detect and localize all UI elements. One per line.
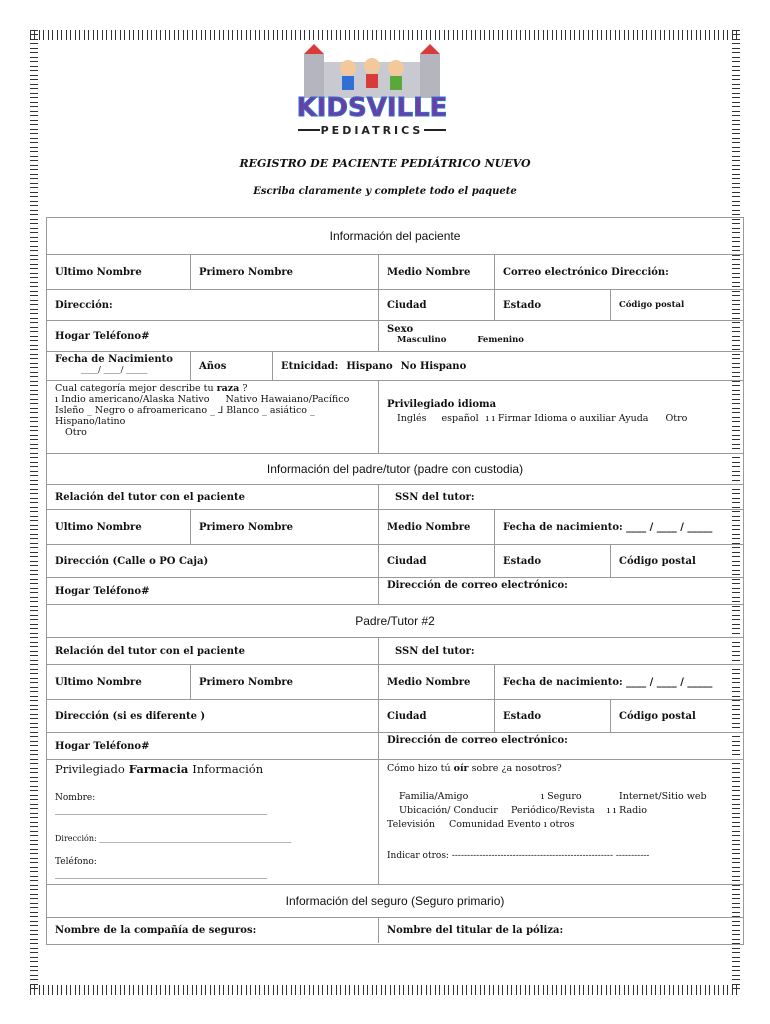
language-option-english[interactable]: Inglés	[397, 413, 427, 424]
guardian2-relation-field[interactable]	[47, 638, 379, 664]
guardian2-address-field[interactable]	[47, 700, 379, 732]
patient-dob-field[interactable]	[47, 352, 191, 380]
language-option-sign[interactable]: Firmar Idioma o auxiliar Ayuda	[497, 413, 649, 424]
dob-blank: ____/ ____/ _____	[81, 365, 148, 375]
referral-option-newspaper[interactable]: Periódico/Revista	[511, 805, 595, 816]
label: Código postal	[619, 300, 685, 310]
label: Relación del tutor con el paciente	[55, 491, 245, 503]
guardian2-first-name-field[interactable]	[191, 665, 379, 699]
insurance-row	[47, 918, 743, 943]
section-patient-heading: Información del paciente	[47, 218, 743, 255]
label: Hogar Teléfono#	[55, 330, 150, 342]
guardian1-dob-field[interactable]	[495, 510, 743, 544]
patient-address-field[interactable]	[47, 290, 379, 320]
pharmacy-title	[55, 763, 263, 776]
referral-option-family[interactable]: Familia/Amigo	[399, 791, 469, 802]
label: Hogar Teléfono#	[55, 740, 150, 752]
guardian2-last-name-field[interactable]	[47, 665, 191, 699]
patient-dob-row	[47, 352, 743, 381]
guardian1-middle-name-field[interactable]	[379, 510, 495, 544]
insurance-holder-field[interactable]	[379, 918, 743, 943]
label: Primero Nombre	[199, 266, 293, 278]
label: Dirección (si es diferente )	[55, 710, 206, 722]
referral-question	[387, 762, 562, 775]
referral-other-input[interactable]: Indicar otros: ----------------------------------------------------- -----------	[387, 851, 650, 861]
pharmacy-block	[47, 760, 379, 884]
label: Dirección:	[55, 299, 113, 311]
race-question-mark: ?	[242, 383, 248, 394]
pharmacy-name-label: Nombre:	[55, 793, 96, 803]
race-option-black[interactable]: Isleño _ Negro o afroamericano _	[55, 405, 215, 416]
patient-last-name-field[interactable]	[47, 255, 191, 289]
label: Ultimo Nombre	[55, 521, 142, 533]
label: Radio	[619, 805, 647, 816]
guardian1-address-row	[47, 545, 743, 578]
ethnicity-option-non-hispanic[interactable]: No Hispano	[400, 360, 467, 372]
kidsville-logo	[282, 44, 462, 136]
patient-age-field[interactable]	[191, 352, 273, 380]
guardian1-zip-field[interactable]	[611, 545, 743, 577]
referral-option-insurance[interactable]: ı Seguro	[541, 791, 582, 802]
label: Correo electrónico Dirección:	[503, 266, 669, 278]
label: Hogar Teléfono#	[55, 585, 150, 597]
ethnicity-option-hispanic[interactable]: Hispano	[346, 360, 393, 372]
race-keyword: raza	[216, 383, 240, 394]
patient-zip-field[interactable]	[611, 290, 743, 320]
guardian1-relation-row	[47, 485, 743, 510]
sex-label: Sexo	[387, 324, 414, 335]
label: Dirección de correo electrónico:	[387, 735, 568, 746]
referral-q-a: Cómo hizo tú	[387, 763, 451, 774]
label: Medio Nombre	[387, 266, 471, 278]
referral-option-radio[interactable]: ı ı Radio	[607, 805, 647, 816]
section-guardian2-heading: Padre/Tutor #2	[47, 605, 743, 638]
patient-race-field: Cual categoría mejor describe tu raza ? ı Indio americano/Alaska Nativo Nativo Hawaiano/Pacífico Isleño _ Negro o afroamericano _ ⅃ Blanco _ asiático _ Hispano/latino Otro	[47, 381, 379, 453]
label: Medio Nombre	[387, 521, 471, 533]
label: Dirección de correo electrónico:	[387, 580, 568, 591]
patient-middle-name-field[interactable]	[379, 255, 495, 289]
form-subtitle: Escriba claramente y complete todo el paquete	[253, 186, 517, 197]
pharmacy-phone-label: Teléfono:	[55, 857, 97, 867]
referral-option-community[interactable]: Comunidad Evento ı otros	[449, 819, 575, 830]
patient-sex-field	[379, 321, 743, 351]
label: Medio Nombre	[387, 676, 471, 688]
patient-city-field[interactable]	[379, 290, 495, 320]
guardian1-home-phone-field[interactable]	[47, 578, 379, 604]
guardian2-zip-field[interactable]	[611, 700, 743, 732]
dob-label: Fecha de Nacimiento	[55, 354, 173, 365]
race-option-other[interactable]: Otro	[65, 427, 87, 438]
guardian2-dob-field[interactable]	[495, 665, 743, 699]
guardian2-ssn-field[interactable]	[379, 638, 743, 664]
patient-first-name-field[interactable]	[191, 255, 379, 289]
label: Dirección (Calle o PO Caja)	[55, 555, 209, 567]
referral-option-others[interactable]: otros	[549, 819, 575, 830]
label: Nombre del titular de la póliza:	[387, 925, 564, 936]
referral-option-location[interactable]: Ubicación/ Conducir	[399, 805, 498, 816]
pharmacy-title-a: Privilegiado	[55, 762, 125, 776]
guardian1-last-name-field[interactable]	[47, 510, 191, 544]
language-option-spanish[interactable]: español	[441, 413, 479, 424]
guardian2-email-field[interactable]	[379, 733, 743, 759]
patient-language-field: Privilegiado idioma Inglés español ı ı Firmar Idioma o auxiliar Ayuda Otro	[379, 381, 743, 453]
insurance-company-field[interactable]	[47, 918, 379, 943]
guardian2-home-phone-field[interactable]	[47, 733, 379, 759]
sex-option-male[interactable]: Masculino	[397, 335, 447, 345]
patient-email-field[interactable]	[495, 255, 743, 289]
label: Ciudad	[387, 710, 427, 722]
guardian1-state-field[interactable]	[495, 545, 611, 577]
patient-phone-row	[47, 321, 743, 352]
label: Relación del tutor con el paciente	[55, 645, 245, 657]
guardian2-relation-row	[47, 638, 743, 665]
guardian2-name-row	[47, 665, 743, 700]
guardian1-first-name-field[interactable]	[191, 510, 379, 544]
guardian2-city-field[interactable]	[379, 700, 495, 732]
patient-ethnicity-field	[273, 352, 743, 380]
guardian2-middle-name-field[interactable]	[379, 665, 495, 699]
decorative-border-bottom	[30, 985, 740, 995]
label: Ultimo Nombre	[55, 266, 142, 278]
guardian2-contact-row	[47, 733, 743, 760]
referral-option-internet[interactable]: Internet/Sitio web	[619, 791, 707, 802]
race-option-white[interactable]: Blanco	[226, 405, 260, 416]
label: Código postal	[619, 555, 696, 567]
race-option-hawaiian[interactable]: Nativo Hawaiano/Pacífico	[225, 394, 350, 405]
guardian1-city-field[interactable]	[379, 545, 495, 577]
race-option-hispanic[interactable]: Hispano/latino	[55, 416, 126, 427]
label: Primero Nombre	[199, 521, 293, 533]
patient-race-language-row	[47, 381, 743, 454]
label: Estado	[503, 555, 542, 567]
label: Estado	[503, 710, 542, 722]
ethnicity-label: Etnicidad:	[281, 360, 339, 372]
referral-option-tv[interactable]: Televisión	[387, 819, 436, 830]
language-title: Privilegiado idioma	[387, 399, 497, 410]
decorative-border-top	[30, 30, 740, 40]
guardian1-name-row	[47, 510, 743, 545]
patient-address-row	[47, 290, 743, 321]
guardian1-email-field[interactable]	[379, 578, 743, 604]
label: Años	[199, 360, 227, 372]
label: Nombre de la compañía de seguros:	[55, 925, 257, 936]
decorative-border-left	[30, 30, 38, 990]
race-option-native-american[interactable]: Indio americano/Alaska Nativo	[61, 394, 210, 405]
pharmacy-referral-row	[47, 760, 743, 885]
label: Ciudad	[387, 299, 427, 311]
patient-name-row	[47, 255, 743, 290]
pharmacy-title-b: Farmacia	[128, 762, 189, 776]
label: Ultimo Nombre	[55, 676, 142, 688]
language-option-other[interactable]: Otro	[665, 413, 688, 424]
section-insurance-heading: Información del seguro (Seguro primario)	[47, 885, 743, 918]
label: Estado	[503, 299, 542, 311]
race-question: Cual categoría mejor describe tu	[55, 383, 214, 394]
pharmacy-title-c: Información	[192, 762, 264, 776]
patient-home-phone-field[interactable]	[47, 321, 379, 351]
label: SSN del tutor:	[395, 491, 475, 503]
label: Fecha de nacimiento: ____ / ____ / _____	[503, 521, 713, 533]
label: Código postal	[619, 710, 696, 722]
pharmacy-address-input[interactable]: Dirección: ________________________________________________	[55, 834, 292, 843]
guardian1-address-field[interactable]	[47, 545, 379, 577]
registration-form	[46, 217, 744, 945]
guardian2-state-field[interactable]	[495, 700, 611, 732]
referral-q-c: sobre ¿a nosotros?	[471, 763, 562, 774]
race-option-asian[interactable]: asiático	[269, 405, 307, 416]
guardian1-ssn-field[interactable]	[379, 485, 743, 509]
logo-brand-text: KIDSVILLE	[296, 93, 448, 123]
label: Fecha de nacimiento: ____ / ____ / _____	[503, 676, 713, 688]
label: Comunidad Evento	[449, 819, 541, 830]
label: Seguro	[547, 791, 582, 802]
referral-q-b: oír	[453, 763, 469, 774]
label: Ciudad	[387, 555, 427, 567]
label: SSN del tutor:	[395, 645, 475, 657]
pharmacy-phone-input[interactable]: _____________________________________________________	[55, 870, 267, 879]
guardian1-relation-field[interactable]	[47, 485, 379, 509]
referral-block	[379, 760, 743, 884]
logo-sub-text: PEDIATRICS	[320, 124, 424, 136]
patient-state-field[interactable]	[495, 290, 611, 320]
form-title: REGISTRO DE PACIENTE PEDIÁTRICO NUEVO	[239, 157, 531, 170]
sex-option-female[interactable]: Femenino	[477, 335, 524, 345]
guardian1-contact-row	[47, 578, 743, 605]
section-guardian1-heading: Información del padre/tutor (padre con custodia)	[47, 454, 743, 485]
guardian2-address-row	[47, 700, 743, 733]
pharmacy-name-input[interactable]: _____________________________________________________	[55, 806, 267, 815]
label: Primero Nombre	[199, 676, 293, 688]
